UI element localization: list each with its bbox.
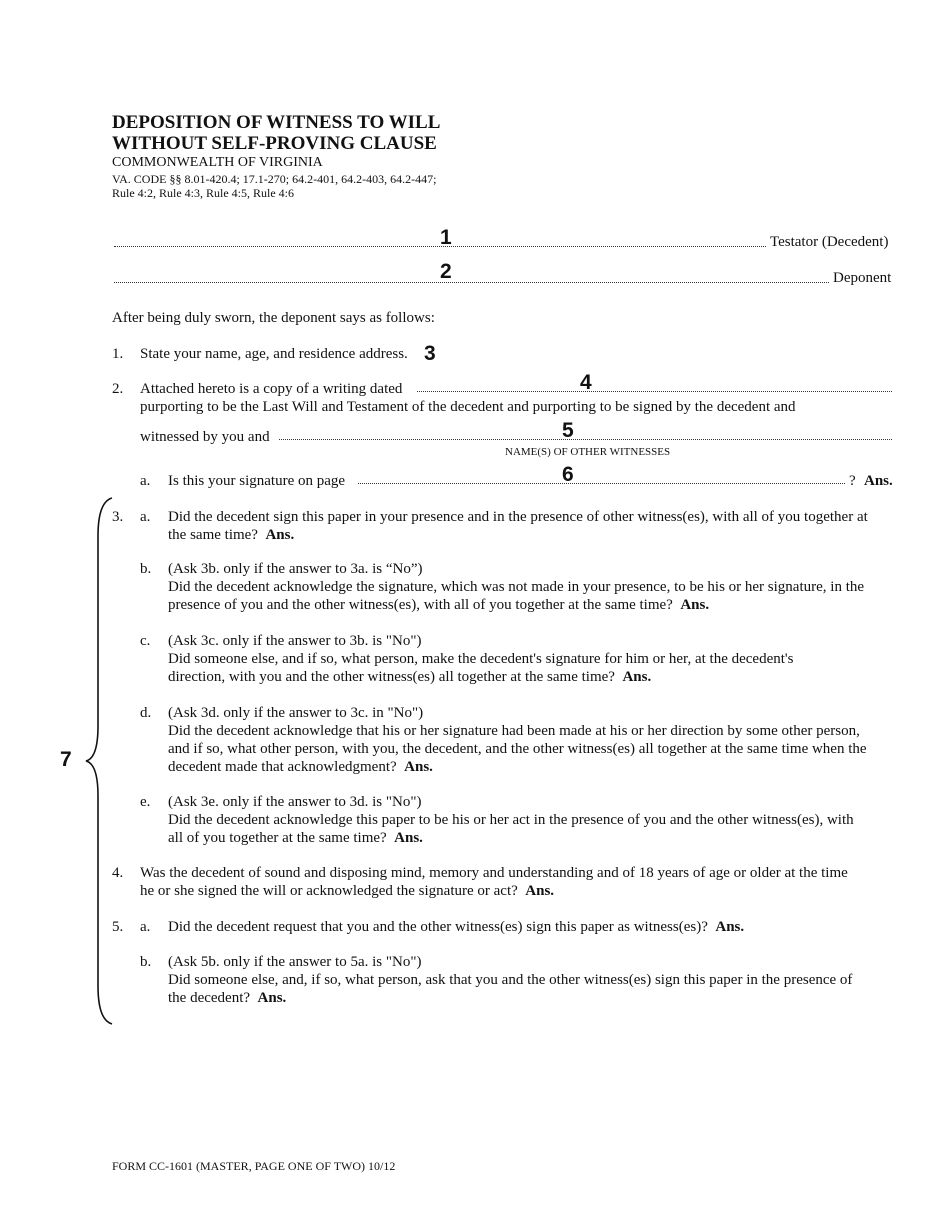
q5b-letter: b. bbox=[140, 954, 152, 970]
deponent-input[interactable] bbox=[114, 282, 829, 283]
q2a-ans: Ans. bbox=[864, 473, 893, 489]
q2-line1: Attached hereto is a copy of a writing dated bbox=[140, 381, 403, 397]
q1-text: State your name, age, and residence address. bbox=[140, 346, 408, 362]
form-title-line2: WITHOUT SELF-PROVING CLAUSE bbox=[112, 133, 437, 154]
q3a-letter: a. bbox=[140, 509, 151, 525]
marker-5: 5 bbox=[562, 419, 574, 442]
q4-line2: he or she signed the will or acknowledged the signature or act? Ans. bbox=[140, 883, 555, 899]
q5b-line2: Did someone else, and, if so, what person, ask that you and the other witness(es) sign this paper in the presence of bbox=[168, 972, 853, 988]
testator-label: Testator (Decedent) bbox=[770, 234, 889, 250]
signature-page-input[interactable] bbox=[358, 483, 845, 484]
marker-1: 1 bbox=[440, 226, 452, 249]
q3d-line3: and if so, what other person, with you, the decedent, and the other witness(es) all together at the same time when the bbox=[168, 741, 867, 757]
q3b-line3: presence of you and the other witness(es), with all of you together at the same time? Ans. bbox=[168, 597, 710, 613]
q2-number: 2. bbox=[112, 381, 124, 397]
q2a-question-mark: ? bbox=[849, 473, 856, 489]
q2-line3: witnessed by you and bbox=[140, 429, 270, 445]
other-witnesses-caption: NAME(S) OF OTHER WITNESSES bbox=[505, 446, 671, 458]
q3-number: 3. bbox=[112, 509, 124, 525]
other-witnesses-input[interactable] bbox=[279, 439, 892, 440]
q4-number: 4. bbox=[112, 865, 124, 881]
q3e-line3: all of you together at the same time? Ans. bbox=[168, 830, 423, 846]
writing-date-input[interactable] bbox=[417, 391, 892, 392]
q3d-line4: decedent made that acknowledgment? Ans. bbox=[168, 759, 433, 775]
q3b-line2: Did the decedent acknowledge the signature, which was not made in your presence, to be his or her signature, in the bbox=[168, 579, 865, 595]
section-brace bbox=[82, 496, 116, 1026]
q3b-letter: b. bbox=[140, 561, 152, 577]
q3e-line2: Did the decedent acknowledge this paper to be his or her act in the presence of you and the other witness(es), with bbox=[168, 812, 854, 828]
intro-text: After being duly sworn, the deponent says as follows: bbox=[112, 310, 435, 326]
q5a-line1: Did the decedent request that you and the other witness(es) sign this paper as witness(es)? Ans. bbox=[168, 919, 745, 935]
q3d-line2: Did the decedent acknowledge that his or her signature had been made at his or her direction by some other person, bbox=[168, 723, 860, 739]
q3a-line2: the same time? Ans. bbox=[168, 527, 295, 543]
q3c-letter: c. bbox=[140, 633, 151, 649]
q3b-line1: (Ask 3b. only if the answer to 3a. is “No”) bbox=[168, 561, 423, 577]
form-footer: FORM CC-1601 (MASTER, PAGE ONE OF TWO) 10/12 bbox=[112, 1159, 396, 1173]
q5-number: 5. bbox=[112, 919, 124, 935]
q3c-line3: direction, with you and the other witness(es) all together at the same time? Ans. bbox=[168, 669, 652, 685]
marker-2: 2 bbox=[440, 260, 452, 283]
q3c-line2: Did someone else, and if so, what person, make the decedent's signature for him or her, at the decedent's bbox=[168, 651, 794, 667]
marker-7: 7 bbox=[60, 748, 72, 771]
code-citation-line2: Rule 4:2, Rule 4:3, Rule 4:5, Rule 4:6 bbox=[112, 186, 294, 200]
deponent-label: Deponent bbox=[833, 270, 892, 286]
q3c-line1: (Ask 3c. only if the answer to 3b. is "No") bbox=[168, 633, 422, 649]
q3e-letter: e. bbox=[140, 794, 151, 810]
marker-3: 3 bbox=[424, 342, 436, 365]
q2a-letter: a. bbox=[140, 473, 151, 489]
marker-6: 6 bbox=[562, 463, 574, 486]
q3a-line1: Did the decedent sign this paper in your presence and in the presence of other witness(es), with all of you together at bbox=[168, 509, 868, 525]
q3d-line1: (Ask 3d. only if the answer to 3c. in "No") bbox=[168, 705, 424, 721]
q5b-line1: (Ask 5b. only if the answer to 5a. is "No") bbox=[168, 954, 422, 970]
q3e-line1: (Ask 3e. only if the answer to 3d. is "No") bbox=[168, 794, 422, 810]
form-title-line1: DEPOSITION OF WITNESS TO WILL bbox=[112, 112, 441, 133]
q3d-letter: d. bbox=[140, 705, 152, 721]
q5b-line3: the decedent? Ans. bbox=[168, 990, 287, 1006]
q4-line1: Was the decedent of sound and disposing mind, memory and understanding and of 18 years of age or older at the time bbox=[140, 865, 848, 881]
q5a-letter: a. bbox=[140, 919, 151, 935]
marker-4: 4 bbox=[580, 371, 592, 394]
q2a-text: Is this your signature on page bbox=[168, 473, 346, 489]
q2-line2: purporting to be the Last Will and Testament of the decedent and purporting to be signed by the decedent and bbox=[140, 399, 796, 415]
code-citation-line1: VA. CODE §§ 8.01-420.4; 17.1-270; 64.2-401, 64.2-403, 64.2-447; bbox=[112, 172, 437, 186]
q1-number: 1. bbox=[112, 346, 124, 362]
jurisdiction: COMMONWEALTH OF VIRGINIA bbox=[112, 155, 323, 170]
